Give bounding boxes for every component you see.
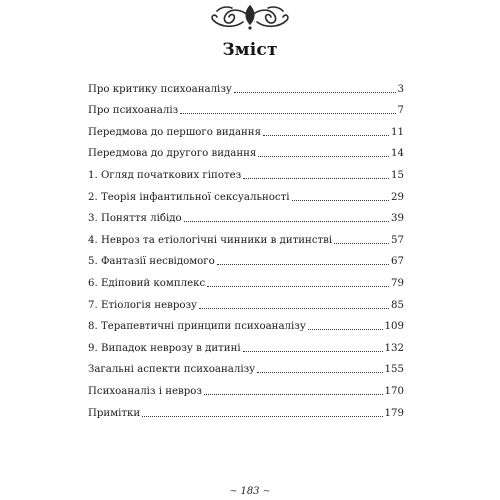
toc-entry[interactable] (88, 290, 404, 312)
toc-dot-leader (334, 243, 389, 244)
toc-dot-leader (292, 200, 390, 201)
toc-entry-title: Примітки (88, 407, 141, 419)
toc-dot-leader (217, 264, 389, 265)
toc-dot-leader (243, 178, 389, 179)
toc-entry-title: Про психоаналіз (88, 105, 179, 117)
toc-dot-leader (142, 416, 382, 417)
page-title: Зміст (222, 40, 278, 60)
page-number: 183 (240, 486, 260, 497)
toc-entry-title: Загальні аспекти психоаналізу (88, 364, 256, 376)
toc-entry[interactable] (88, 204, 404, 226)
toc-entry-page: 170 (384, 385, 404, 397)
table-of-contents (88, 74, 404, 420)
page-folio (0, 486, 500, 497)
toc-dot-leader (263, 135, 389, 136)
toc-entry[interactable] (88, 268, 404, 290)
toc-entry-page: 7 (397, 105, 404, 117)
toc-dot-leader (204, 394, 383, 395)
toc-entry[interactable] (88, 376, 404, 398)
toc-entry-page: 14 (391, 148, 404, 160)
toc-entry-title: 8. Терапевтичні принципи психоаналізу (88, 321, 306, 333)
decorative-flourish-icon (205, 2, 295, 32)
toc-dot-leader (207, 286, 389, 287)
toc-entry-title: 5. Фантазії несвідомого (88, 256, 215, 268)
toc-entry-page: 85 (391, 299, 404, 311)
toc-entry[interactable] (88, 74, 404, 96)
toc-entry-title: 2. Теорія інфантильної сексуальності (88, 191, 290, 203)
toc-entry-title: 6. Едіповий комплекс (88, 277, 206, 289)
toc-entry-title: Психоаналіз і невроз (88, 385, 202, 397)
toc-entry[interactable] (88, 333, 404, 355)
toc-dot-leader (234, 92, 396, 93)
toc-entry-title: Передмова до другого видання (88, 148, 257, 160)
toc-entry-page: 67 (391, 256, 404, 268)
toc-entry[interactable] (88, 96, 404, 118)
toc-entry[interactable] (88, 225, 404, 247)
toc-entry[interactable] (88, 117, 404, 139)
toc-entry-page: 57 (391, 234, 404, 246)
folio-left-ornament-icon: ~ (229, 486, 238, 497)
toc-dot-leader (199, 308, 389, 309)
toc-dot-leader (257, 372, 382, 373)
toc-dot-leader (243, 351, 383, 352)
toc-dot-leader (258, 156, 389, 157)
toc-entry-page: 3 (397, 83, 404, 95)
toc-entry[interactable] (88, 398, 404, 420)
toc-entry-title: 9. Випадок неврозу в дитині (88, 342, 241, 354)
toc-entry-title: 4. Невроз та етіологічні чинники в дитинстві (88, 234, 333, 246)
toc-dot-leader (308, 329, 383, 330)
toc-entry[interactable] (88, 139, 404, 161)
toc-entry-title: Передмова до першого видання (88, 126, 262, 138)
toc-entry[interactable] (88, 182, 404, 204)
toc-entry-page: 39 (391, 213, 404, 225)
toc-entry-page: 179 (384, 407, 404, 419)
toc-entry-title: Про критику психоаналізу (88, 83, 232, 95)
toc-entry-title: 3. Поняття лібідо (88, 213, 182, 225)
toc-entry-page: 15 (391, 169, 404, 181)
toc-entry-title: 7. Етіологія неврозу (88, 299, 198, 311)
toc-entry[interactable] (88, 247, 404, 269)
toc-entry[interactable] (88, 160, 404, 182)
toc-entry-page: 29 (391, 191, 404, 203)
toc-entry-page: 132 (384, 342, 404, 354)
toc-entry-page: 11 (391, 126, 404, 138)
toc-entry[interactable] (88, 312, 404, 334)
toc-entry-page: 155 (384, 364, 404, 376)
toc-dot-leader (180, 113, 395, 114)
toc-entry-page: 79 (391, 277, 404, 289)
toc-dot-leader (184, 221, 389, 222)
toc-entry-page: 109 (384, 321, 404, 333)
folio-right-ornament-icon: ~ (262, 486, 271, 497)
toc-entry[interactable] (88, 355, 404, 377)
toc-entry-title: 1. Огляд початкових гіпотез (88, 169, 242, 181)
